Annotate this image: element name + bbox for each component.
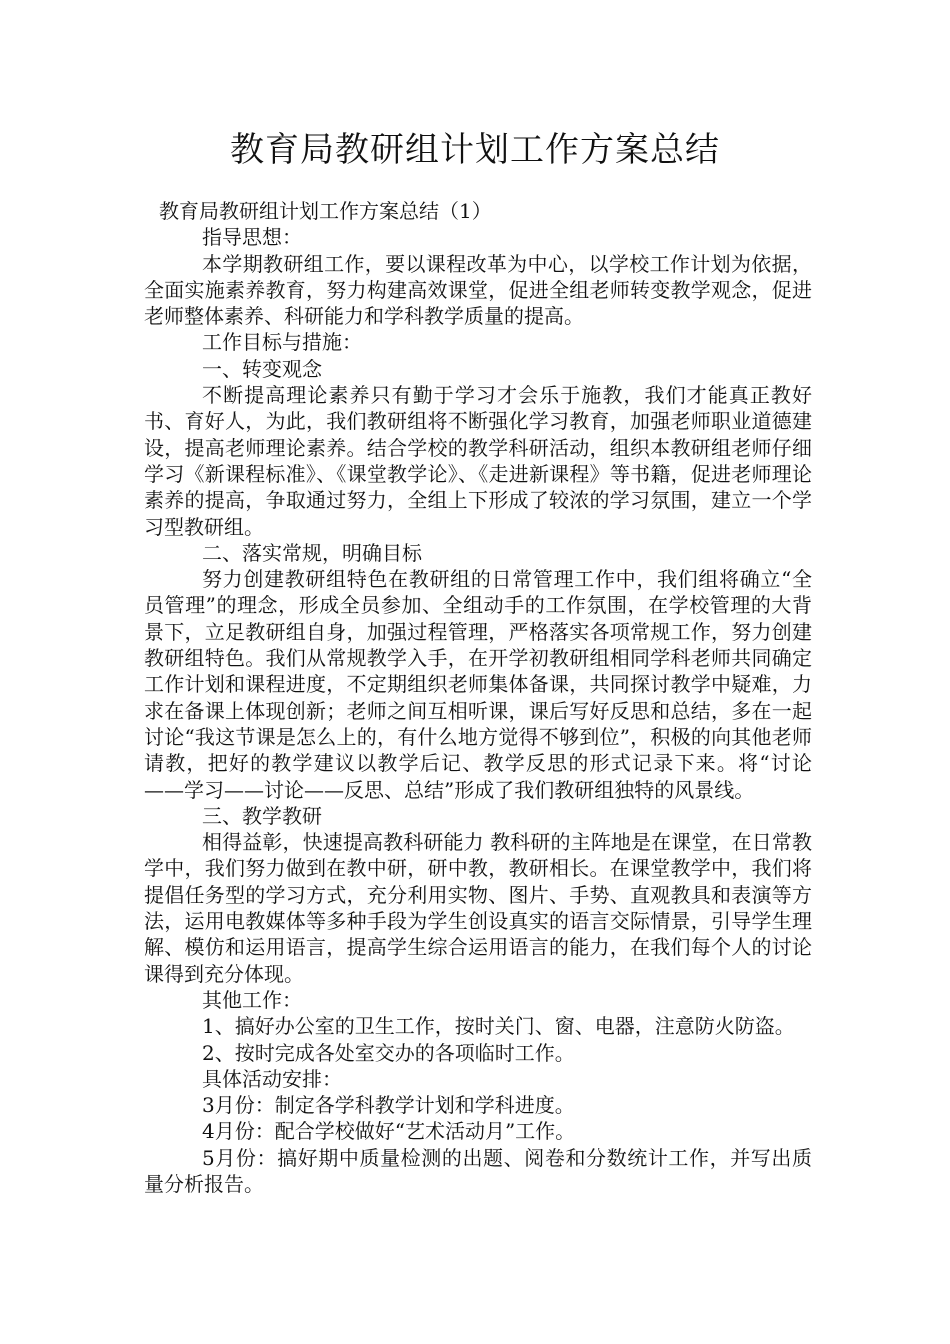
paragraph: 努力创建教研组特色在教研组的日常管理工作中，我们组将确立“全员管理”的理念，形成全员参加、全组动手的工作氛围，在学校管理的大背景下，立足教研组自身，加强过程管理，严格落实各项常规工作，努力创建教研组特色。我们从常规教学入手，在开学初教研组相同学科老师共同确定工作计划和课程进度，不定期组织老师集体备课，共同探讨教学中疑难，力求在备课上体现创新；老师之间互相听课，课后写好反思和总结，多在一起讨论“我这节课是怎么上的，有什么地方觉得不够到位”，积极的向其他老师请教，把好的教学建议以教学后记、教学反思的形式记录下来。将“讨论——学习——讨论——反思、总结”形成了我们教研组独特的风景线。 [144, 567, 812, 802]
paragraph: 二、落实常规，明确目标 [202, 540, 422, 565]
document-title: 教育局教研组计划工作方案总结 [230, 130, 720, 170]
paragraph: 不断提高理论素养只有勤于学习才会乐于施教，我们才能真正教好书、育好人，为此，我们教研组将不断强化学习教育，加强老师职业道德建设，提高老师理论素养。结合学校的教学科研活动，组织本教研组老师仔细学习《新课程标准》、《课堂教学论》、《走进新课程》等书籍，促进老师理论素养的提高，争取通过努力，全组上下形成了较浓的学习氛围，建立一个学习型教研组。 [144, 383, 812, 539]
paragraph: 1、搞好办公室的卫生工作，按时关门、窗、电器，注意防火防盗。 [202, 1014, 795, 1039]
paragraph: 相得益彰，快速提高教科研能力 教科研的主阵地是在课堂，在日常教学中，我们努力做到在教中研，研中教，教研相长。在课堂教学中，我们将提倡任务型的学习方式，充分利用实物、图片、手势、直观教具和表演等方法，运用电教媒体等多种手段为学生创设真实的语言交际情景，引导学生理解、模仿和运用语言，提高学生综合运用语言的能力，在我们每个人的讨论课得到充分体现。 [144, 830, 812, 986]
paragraph: 三、教学教研 [202, 803, 322, 828]
paragraph: 一、转变观念 [202, 356, 322, 381]
paragraph: 工作目标与措施： [202, 330, 362, 355]
section-heading: 教育局教研组计划工作方案总结（1） [159, 199, 492, 223]
paragraph: 3月份：制定各学科教学计划和学科进度。 [202, 1093, 575, 1118]
paragraph: 本学期教研组工作，要以课程改革为中心，以学校工作计划为依据，全面实施素养教育，努力构建高效课堂，促进全组老师转变教学观念，促进老师整体素养、科研能力和学科教学质量的提高。 [144, 251, 812, 329]
paragraph: 指导思想： [202, 225, 302, 250]
paragraph: 5月份：搞好期中质量检测的出题、阅卷和分数统计工作，并写出质量分析报告。 [144, 1145, 812, 1196]
paragraph: 其他工作： [202, 987, 302, 1012]
paragraph: 具体活动安排： [202, 1066, 342, 1091]
document-body [144, 198, 812, 1197]
paragraph: 4月份：配合学校做好“艺术活动月”工作。 [202, 1119, 576, 1144]
paragraph: 2、按时完成各处室交办的各项临时工作。 [202, 1040, 575, 1065]
